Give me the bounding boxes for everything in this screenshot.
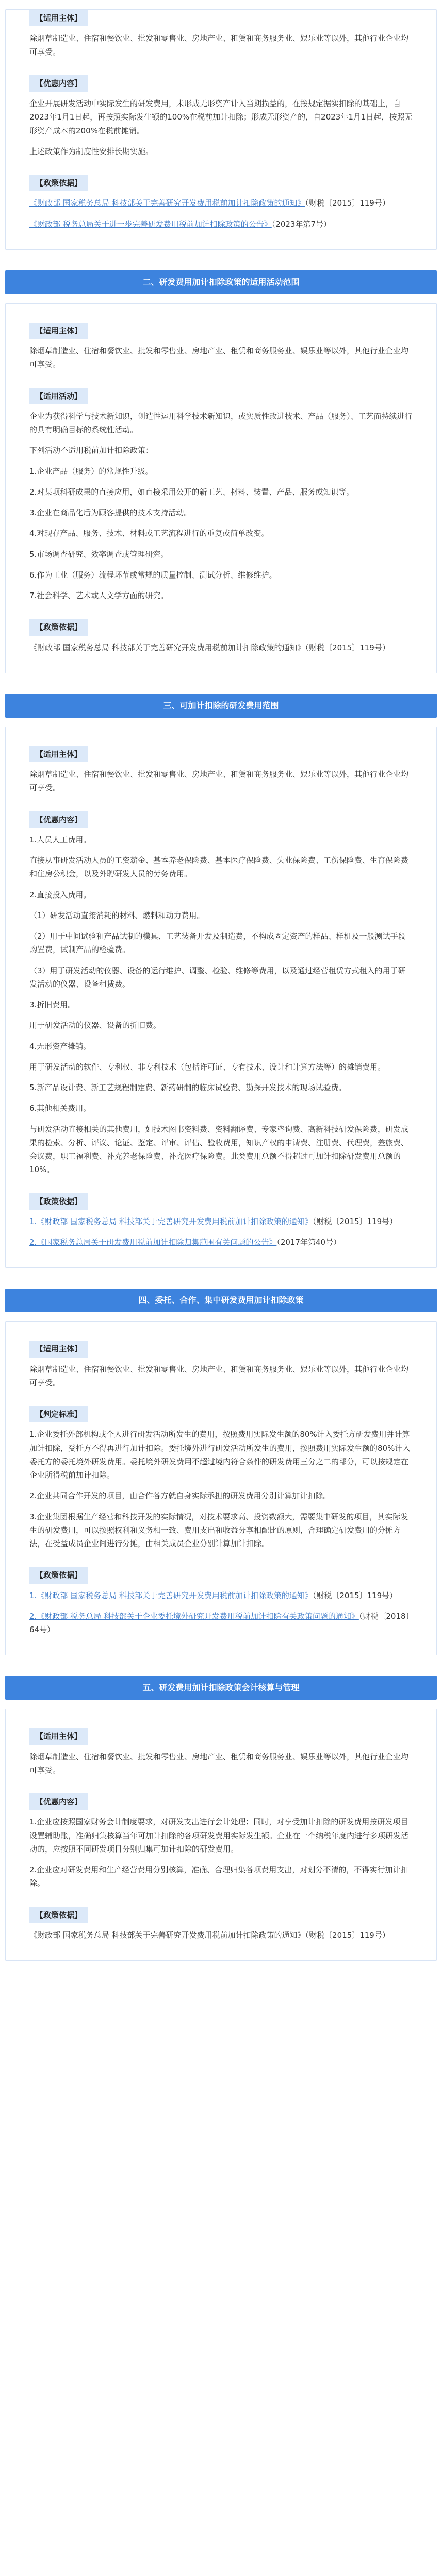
paragraph: 1.企业委托外部机构或个人进行研发活动所发生的费用，按照费用实际发生额的80%计入委托方研发费用并计算加计扣除，受托方不得再进行加计扣除。委托境外进行研发活动所发生的费用，按照费用实际发生额的80%计入委托方的委托境外研发费用。委托境外研发费用不超过境内符合条件的研发费用三分之二的部分，可以按规定在企业所得税前加计扣除。 <box>29 1430 411 1480</box>
basis-1 <box>29 1589 413 1602</box>
basis-label: 【政策依据】 <box>29 1567 88 1583</box>
list-item: 1.企业产品（服务）的常规性升级。 <box>29 466 153 476</box>
paragraph: （3）用于研发活动的仪器、设备的运行维护、调整、检验、维修等费用，以及通过经营租赁方式租入的用于研发活动的仪器、设备租赁费。 <box>29 965 406 989</box>
basis-1-suffix: （财税〔2015〕119号） <box>305 1930 390 1940</box>
basis-1-link[interactable]: 1.《财政部 国家税务总局 科技部关于完善研究开发费用税前加计扣除政策的通知》 <box>29 1216 313 1226</box>
subject-label: 【适用主体】 <box>29 323 88 339</box>
section-5-card <box>5 1709 437 1961</box>
basis-2-link[interactable]: 2.《国家税务总局关于研发费用税前加计扣除归集范围有关问题的公告》 <box>29 1238 277 1247</box>
basis-1-link[interactable]: 《财政部 国家税务总局 科技部关于完善研究开发费用税前加计扣除政策的通知》 <box>29 198 305 208</box>
paragraph: 6.其他相关费用。 <box>29 1104 91 1113</box>
paragraph: 1.企业应按照国家财务会计制度要求，对研发支出进行会计处理；同时，对享受加计扣除的研发费用按研发项目设置辅助账，准确归集核算当年可加计扣除的各项研发费用实际发生额。企业在一个纳税年度内进行多项研发活动的，应按照不同研发项目分别归集可加计扣除的研发费用。 <box>29 1817 409 1854</box>
basis-2-suffix: （2023年第7号） <box>271 219 331 229</box>
section-1-card <box>5 9 437 250</box>
paragraph: 4.无形资产摊销。 <box>29 1041 91 1051</box>
basis-label: 【政策依据】 <box>29 1907 88 1923</box>
paragraph: 2.企业共同合作开发的项目，由合作各方就自身实际承担的研发费用分别计算加计扣除。 <box>29 1491 331 1501</box>
basis-2-suffix: （2017年第40号） <box>276 1238 341 1247</box>
paragraph: 2.直接投入费用。 <box>29 890 91 900</box>
paragraph: 与研发活动直接相关的其他费用，如技术图书资料费、资料翻译费、专家咨询费、高新科技研发保险费，研发成果的检索、分析、评议、论证、鉴定、评审、评估、验收费用，知识产权的申请费、注册费、代理费，差旅费、会议费，职工福利费、补充养老保险费、补充医疗保险费。此类费用总额不得超过可加计扣除研发费用总额的10%。 <box>29 1124 409 1175</box>
basis-2-link[interactable]: 2.《财政部 税务总局 科技部关于企业委托境外研究开发费用税前加计扣除有关政策问题的通知》 <box>29 1611 359 1621</box>
paragraph: 用于研发活动的仪器、设备的折旧费。 <box>29 1021 161 1030</box>
section-2-card <box>5 303 437 673</box>
basis-1 <box>29 196 413 210</box>
basis-label: 【政策依据】 <box>29 619 88 635</box>
list-item: 4.对现存产品、服务、技术、材料或工艺流程进行的重复或简单改变。 <box>29 529 269 538</box>
subject-label: 【适用主体】 <box>29 746 88 762</box>
content-label: 【优惠内容】 <box>29 1793 88 1810</box>
paragraph: 3.企业集团根据生产经营和科技开发的实际情况，对技术要求高、投资数额大，需要集中研发的项目，其实际发生的研发费用，可以按照权利和义务相一致、费用支出和收益分享相配比的原则，合理确定研发费用的分摊方法，在受益成员企业间进行分摊，由相关成员企业分别计算加计扣除。 <box>29 1512 408 1548</box>
basis-1-suffix: （财税〔2015〕119号） <box>312 1216 398 1226</box>
subject-text: 除烟草制造业、住宿和餐饮业、批发和零售业、房地产业、租赁和商务服务业、娱乐业等以外，其他行业企业均可享受。 <box>29 1364 409 1387</box>
paragraph: 5.新产品设计费、新工艺规程制定费、新药研制的临床试验费、勘探开发技术的现场试验费。 <box>29 1083 347 1092</box>
basis-2 <box>29 217 413 231</box>
basis-1-link: 《财政部 国家税务总局 科技部关于完善研究开发费用税前加计扣除政策的通知》 <box>29 642 305 652</box>
list-item: 3.企业在商品化后为顾客提供的技术支持活动。 <box>29 508 192 517</box>
section-3-title: 三、可加计扣除的研发费用范围 <box>5 694 437 718</box>
basis-1-link[interactable]: 1.《财政部 国家税务总局 科技部关于完善研究开发费用税前加计扣除政策的通知》 <box>29 1590 313 1600</box>
content-label: 【适用活动】 <box>29 388 88 404</box>
basis-label: 【政策依据】 <box>29 175 88 191</box>
basis-1-suffix: （财税〔2015〕119号） <box>305 198 390 208</box>
content-label: 【优惠内容】 <box>29 75 88 92</box>
paragraph: 直接从事研发活动人员的工资薪金、基本养老保险费、基本医疗保险费、失业保险费、工伤保险费、生育保险费和住房公积金，以及外聘研发人员的劳务费用。 <box>29 856 409 879</box>
list-item: 6.作为工业（服务）流程环节或常规的质量控制、测试分析、维修维护。 <box>29 570 277 580</box>
paragraph: 2.企业应对研发费用和生产经营费用分别核算，准确、合理归集各项费用支出，对划分不清的，不得实行加计扣除。 <box>29 1865 408 1888</box>
basis-1 <box>29 641 413 654</box>
subject-text: 除烟草制造业、住宿和餐饮业、批发和零售业、房地产业、租赁和商务服务业、娱乐业等以外，其他行业企业均可享受。 <box>29 33 409 57</box>
subject-text: 除烟草制造业、住宿和餐饮业、批发和零售业、房地产业、租赁和商务服务业、娱乐业等以外，其他行业企业均可享受。 <box>29 346 409 369</box>
paragraph: （2）用于中间试验和产品试制的模具、工艺装备开发及制造费，不构成固定资产的样品、样机及一般测试手段购置费，试制产品的检验费。 <box>29 931 406 955</box>
subject-text: 除烟草制造业、住宿和餐饮业、批发和零售业、房地产业、租赁和商务服务业、娱乐业等以外，其他行业企业均可享受。 <box>29 1752 409 1775</box>
list-intro: 下列活动不适用税前加计扣除政策： <box>29 446 154 455</box>
paragraph: 3.折旧费用。 <box>29 1000 76 1009</box>
list-item: 5.市场调查研究、效率调查或管理研究。 <box>29 549 169 559</box>
basis-1-link: 《财政部 国家税务总局 科技部关于完善研究开发费用税前加计扣除政策的通知》 <box>29 1930 305 1940</box>
content-label: 【判定标准】 <box>29 1406 88 1422</box>
section-4-title: 四、委托、合作、集中研发费用加计扣除政策 <box>5 1289 437 1312</box>
subject-text: 除烟草制造业、住宿和餐饮业、批发和零售业、房地产业、租赁和商务服务业、娱乐业等以外，其他行业企业均可享受。 <box>29 770 409 793</box>
content-text: 企业开展研发活动中实际发生的研发费用，未形成无形资产计入当期损益的，在按规定据实扣除的基础上，自2023年1月1日起，再按照实际发生额的100%在税前加计扣除；形成无形资产的，自2023年1月1日起，按照无形资产成本的200%在税前摊销。 <box>29 99 413 135</box>
content-label: 【优惠内容】 <box>29 811 88 828</box>
basis-1 <box>29 1928 413 1942</box>
basis-2 <box>29 1609 413 1637</box>
basis-1-suffix: （财税〔2015〕119号） <box>305 642 390 652</box>
basis-2-suffix: （财税〔2018〕64号） <box>29 1611 410 1634</box>
section-3-card <box>5 727 437 1268</box>
content-text: 企业为获得科学与技术新知识，创造性运用科学技术新知识，或实质性改进技术、产品（服务）、工艺而持续进行的具有明确目标的系统性活动。 <box>29 411 413 434</box>
basis-1 <box>29 1215 413 1228</box>
subject-label: 【适用主体】 <box>29 1728 88 1744</box>
list-item: 7.社会科学、艺术或人文学方面的研究。 <box>29 591 169 600</box>
paragraph: （1）研发活动直接消耗的材料、燃料和动力费用。 <box>29 910 205 920</box>
subject-label: 【适用主体】 <box>29 1341 88 1357</box>
list-item: 2.对某项科研成果的直接应用，如直接采用公开的新工艺、材料、装置、产品、服务或知识等。 <box>29 487 354 497</box>
basis-label: 【政策依据】 <box>29 1193 88 1210</box>
section-2-title: 二、研发费用加计扣除政策的适用活动范围 <box>5 270 437 294</box>
basis-2-link[interactable]: 《财政部 税务总局关于进一步完善研发费用税前加计扣除政策的公告》 <box>29 219 272 229</box>
subject-label: 【适用主体】 <box>29 10 88 26</box>
basis-1-suffix: （财税〔2015〕119号） <box>312 1590 398 1600</box>
paragraph: 用于研发活动的软件、专利权、非专利技术（包括许可证、专有技术、设计和计算方法等）的摊销费用。 <box>29 1062 386 1072</box>
basis-2 <box>29 1235 413 1249</box>
note-text: 上述政策作为制度性安排长期实施。 <box>29 146 154 156</box>
section-5-title: 五、研发费用加计扣除政策会计核算与管理 <box>5 1676 437 1700</box>
paragraph: 1.人员人工费用。 <box>29 835 91 844</box>
section-4-card <box>5 1321 437 1655</box>
